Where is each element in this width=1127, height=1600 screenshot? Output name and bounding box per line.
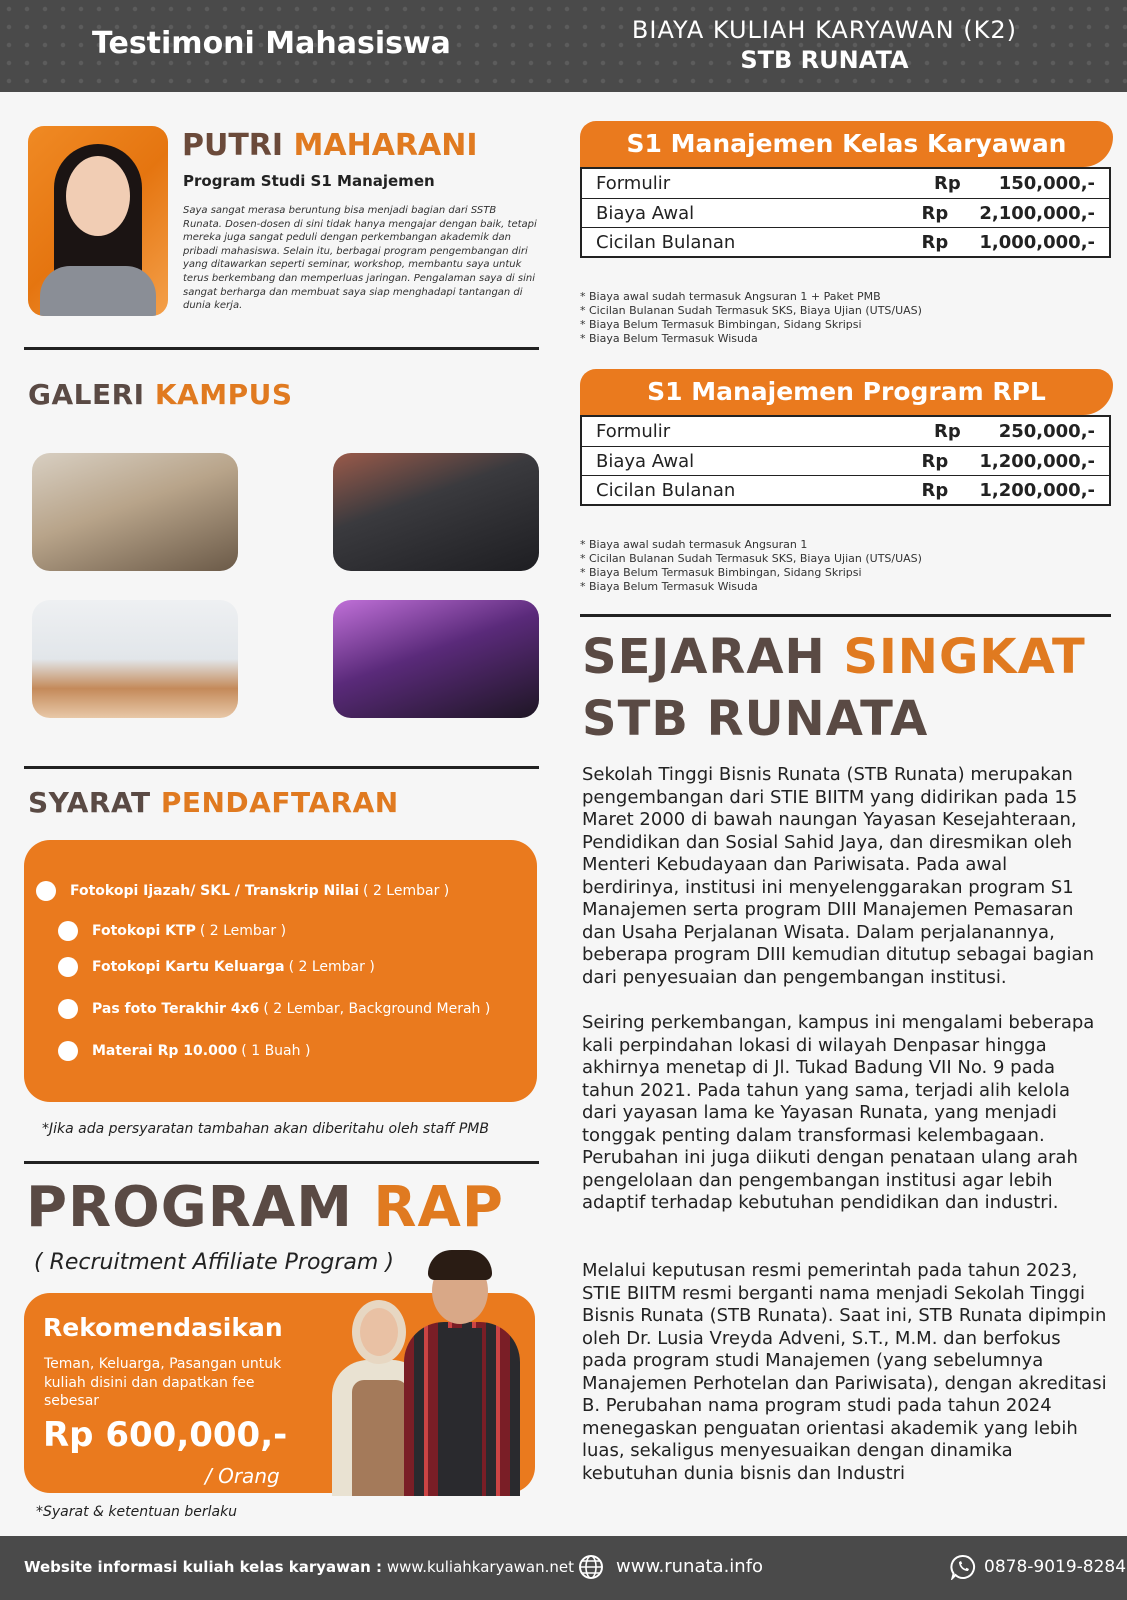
footer-link-runata[interactable]: www.runata.info (616, 1556, 764, 1577)
bullet-icon (36, 881, 56, 901)
rap-description: Teman, Keluarga, Pasangan untuk kuliah disini dan dapatkan fee sebesar (44, 1356, 282, 1409)
footer-info: Website informasi kuliah kelas karyawan : www.kuliahkaryawan.net (24, 1558, 574, 1576)
rap-unit: / Orang (205, 1464, 280, 1488)
student-photo (28, 126, 168, 316)
header-institution: STB RUNATA (740, 46, 909, 74)
rap-subtitle: ( Recruitment Affiliate Program ) (34, 1250, 394, 1275)
table-row: Formulir Rp 250,000,- (596, 421, 1095, 442)
bullet-icon (58, 921, 78, 941)
bullet-icon (58, 1041, 78, 1061)
table-kelas-karyawan-notes: * Biaya awal sudah termasuk Angsuran 1 + Paket PMB * Cicilan Bulanan Sudah Termasuk SKS, Biaya Ujian (UTS/UAS) * Biaya Belum Termasuk Bimbingan, Sidang Skripsi * Biaya Belum Termasuk Wisuda (580, 290, 922, 345)
bullet-icon (58, 957, 78, 977)
header-subtitle: BIAYA KULIAH KARYAWAN (K2) (631, 16, 1017, 44)
requirement-item: Pas foto Terakhir 4x6 ( 2 Lembar, Background Merah ) (58, 999, 490, 1019)
footer-phone[interactable]: 0878-9019-8284 (984, 1557, 1127, 1577)
requirement-item: Materai Rp 10.000 ( 1 Buah ) (58, 1041, 310, 1061)
divider (24, 1161, 539, 1164)
footer-bar (0, 1536, 1127, 1600)
table-row: Cicilan Bulanan Rp 1,000,000,- (582, 227, 1109, 256)
divider (24, 766, 539, 769)
table-rpl-notes: * Biaya awal sudah termasuk Angsuran 1 * Cicilan Bulanan Sudah Termasuk SKS, Biaya Ujian (UTS/UAS) * Biaya Belum Termasuk Bimbingan, Sidang Skripsi * Biaya Belum Termasuk Wisuda (580, 538, 922, 593)
rap-heading: Rekomendasikan (43, 1313, 283, 1342)
footer-link-kuliahkaryawan[interactable]: www.kuliahkaryawan.net (386, 1558, 574, 1576)
rap-note: *Syarat & ketentuan berlaku (36, 1504, 238, 1520)
testimonial-quote: Saya sangat merasa beruntung bisa menjadi bagian dari SSTB Runata. Dosen-dosen di sini tidak hanya mengajar dengan baik, tetapi mereka juga sangat peduli dengan perkembangan akademik dan pribadi mahasiswa. Selain itu, berbagai program pengembangan diri yang ditawarkan seperti seminar, workshop, membantu saya untuk terus berkembang dan memperluas jaringan. Pengalaman saya di sini sangat berharga dan membuat saya siap menghadapi tantangan di dunia kerja. (183, 205, 537, 312)
gallery-photo-event (333, 600, 539, 718)
gallery-photo-group (333, 453, 539, 571)
gallery-title: GALERI KAMPUS (28, 378, 293, 411)
header-banner (0, 0, 1127, 92)
student-name: PUTRI MAHARANI (182, 128, 478, 163)
divider (24, 347, 539, 350)
history-title: SEJARAH SINGKAT STB RUNATA (582, 629, 1086, 747)
requirement-item: Fotokopi KTP ( 2 Lembar ) (58, 921, 286, 941)
history-paragraph: Seiring perkembangan, kampus ini mengalami beberapa kali perpindahan lokasi di wilayah Denpasar hingga akhirnya menetap di Jl. Tukad Badung VII No. 9 pada tahun 2021. Pada tahun yang sama, terjadi alih kelola dari yayasan lama ke Yayasan Runata, yang menjadi tonggak penting dalam transformasi kelembagaan. Perubahan ini juga diikuti dengan penataan ulang arah pengelolaan dan pengembangan institusi agar lebih adaptif terhadap kebutuhan pendidikan dan industri. (582, 1012, 1095, 1213)
table-row: Biaya Awal Rp 2,100,000,- (582, 198, 1109, 227)
divider (580, 614, 1111, 617)
table-kelas-karyawan-title: S1 Manajemen Kelas Karyawan (580, 121, 1113, 167)
whatsapp-icon (950, 1554, 976, 1580)
requirements-note: *Jika ada persyaratan tambahan akan diberitahu oleh staff PMB (42, 1121, 489, 1137)
table-rpl-title: S1 Manajemen Program RPL (580, 369, 1113, 415)
table-row: Cicilan Bulanan Rp 1,200,000,- (582, 475, 1109, 504)
requirements-title: SYARAT PENDAFTARAN (28, 786, 399, 819)
history-paragraph: Melalui keputusan resmi pemerintah pada tahun 2023, STIE BIITM resmi berganti nama menjadi Sekolah Tinggi Bisnis Runata (STB Runata). Saat ini, STB Runata dipimpin oleh Dr. Lusia Vreyda Adveni, S.T., M.M. dan berfokus pada program studi Manajemen (yang sebelumnya Manajemen Perhotelan dan Pariwisata), dengan akreditasi B. Perubahan nama program studi pada tahun 2024 menegaskan penguatan orientasi akademik yang lebih luas, sekaligus menyesuaikan dengan dinamika kebutuhan dunia bisnis dan Industri (582, 1260, 1107, 1484)
table-row: Formulir Rp 150,000,- (596, 173, 1095, 194)
student-program: Program Studi S1 Manajemen (183, 172, 435, 190)
requirement-item: Fotokopi Kartu Keluarga ( 2 Lembar ) (58, 957, 375, 977)
requirement-item: Fotokopi Ijazah/ SKL / Transkrip Nilai ( 2 Lembar ) (36, 881, 449, 901)
rap-price: Rp 600,000,- (43, 1415, 288, 1455)
history-paragraph: Sekolah Tinggi Bisnis Runata (STB Runata) merupakan pengembangan dari STIE BIITM yang didirikan pada 15 Maret 2000 di bawah naungan Yayasan Kesejahteraan, Pendidikan dan Sosial Sahid Jaya, dan diresmikan oleh Menteri Kebudayaan dan Pariwisata. Pada awal berdirinya, institusi ini menyelenggarakan program S1 Manajemen serta program DIII Manajemen Pemasaran dan Usaha Perjalanan Wisata. Dalam perjalanannya, beberapa program DIII kemudian ditutup sebagai bagian dari penyesuaian dan pengembangan institusi. (582, 764, 1094, 988)
bullet-icon (58, 999, 78, 1019)
gallery-photo-room (32, 600, 238, 718)
table-rpl (580, 415, 1111, 506)
globe-icon (578, 1554, 604, 1580)
header-title: Testimoni Mahasiswa (92, 26, 451, 61)
gallery-photo-classroom (32, 453, 238, 571)
rap-title: PROGRAM RAP (26, 1175, 504, 1240)
table-kelas-karyawan (580, 167, 1111, 258)
header-right (632, 16, 1017, 74)
table-row: Biaya Awal Rp 1,200,000,- (582, 446, 1109, 475)
